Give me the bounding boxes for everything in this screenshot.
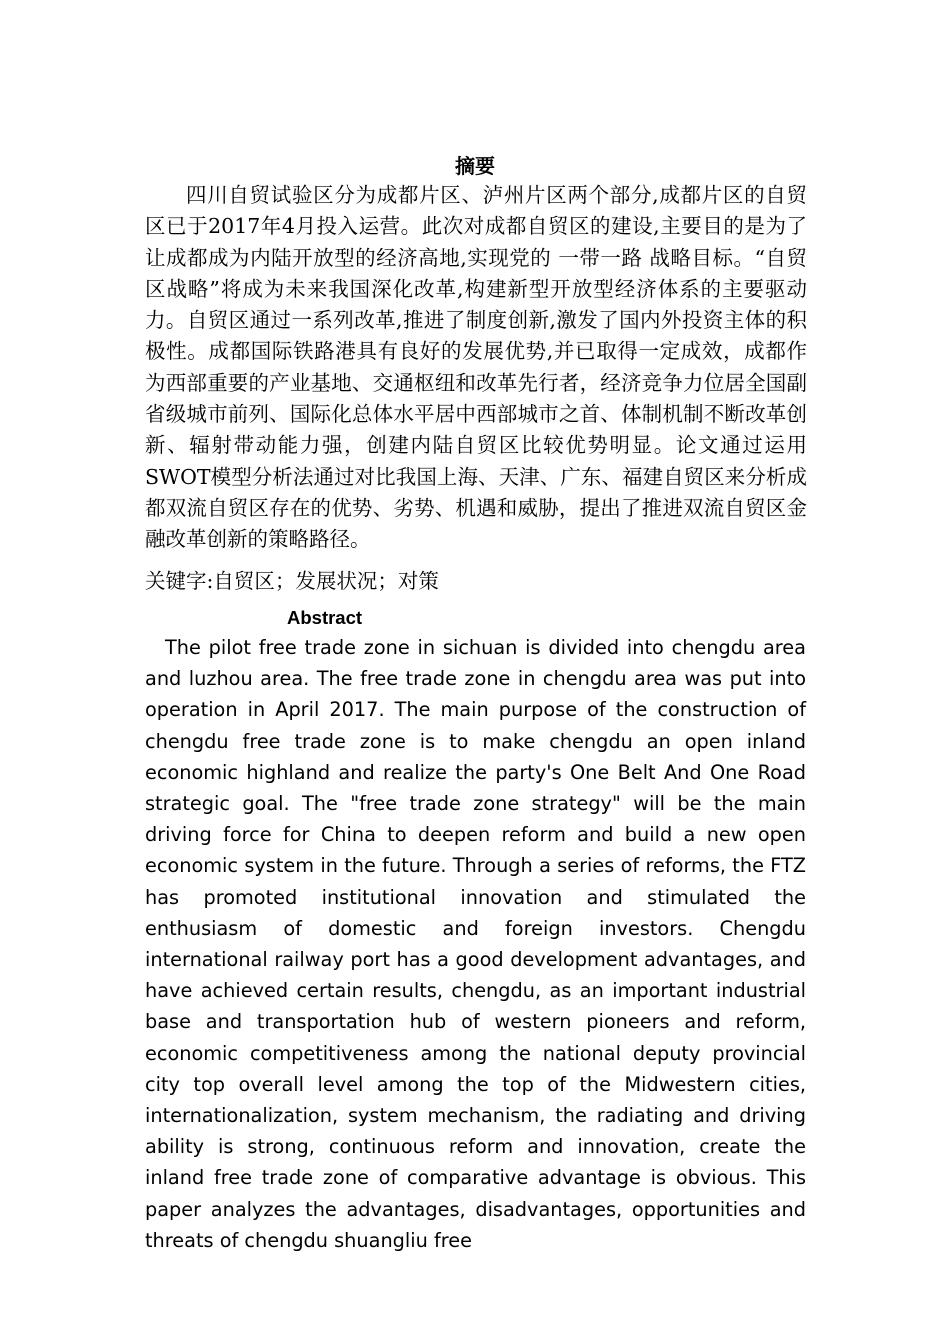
chinese-abstract-title: 摘要 xyxy=(455,154,495,178)
english-abstract-title: Abstract xyxy=(287,607,363,628)
chinese-abstract-body: 四川自贸试验区分为成都片区、泸州片区两个部分,成都片区的自贸区已于2017年4月投入运营。此次对成都自贸区的建设,主要目的是为了让成都成为内陆开放型的经济高地,实现党的 一带一路 战略目标。“自贸区战略”将成为未来我国深化改革,构建新型开放型经济体系的主要驱动力。自贸区通过一系列改革,推进了制度创新,激发了国内外投资主体的积极性。成都国际铁路港具有良好的发展优势,并已取得一定成效，成都作为西部重要的产业基地、交通枢纽和改革先行者，经济竞争力位居全国副省级城市前列、国际化总体水平居中西部城市之首、体制机制不断改革创新、辐射带动能力强，创建内陆自贸区比较优势明显。论文通过运用SWOT模型分析法通过对比我国上海、天津、广东、福建自贸区来分析成都双流自贸区存在的优势、劣势、机遇和威胁，提出了推进双流自贸区金融改革创新的策略路径。 xyxy=(145,183,807,552)
chinese-keywords: 关键字:自贸区；发展状况；对策 xyxy=(145,569,439,593)
english-abstract-body: The pilot free trade zone in sichuan is divided into chengdu area and luzhou area. The free trade zone in chengdu area was put into operation in April 2017. The main purpose of the construction of chengdu free trade zone is to make chengdu an open inland economic highland and realize the party's One Belt And One Road strategic goal. The "free trade zone strategy" will be the main driving force for China to deepen reform and build a new open economic system in the future. Through a series of reforms, the FTZ has promoted institutional innovation and stimulated the enthusiasm of domestic and foreign investors. Chengdu international railway port has a good development advantages, and have achieved certain results, chengdu, as an important industrial base and transportation hub of western pioneers and reform, economic competitiveness among the national deputy provincial city top overall level among the top of the Midwestern cities, internationalization, system mechanism, the radiating and driving ability is strong, continuous reform and innovation, create the inland free trade zone of comparative advantage is obvious. This paper analyzes the advantages, disadvantages, opportunities and threats of chengdu shuangliu free xyxy=(145,636,806,1252)
